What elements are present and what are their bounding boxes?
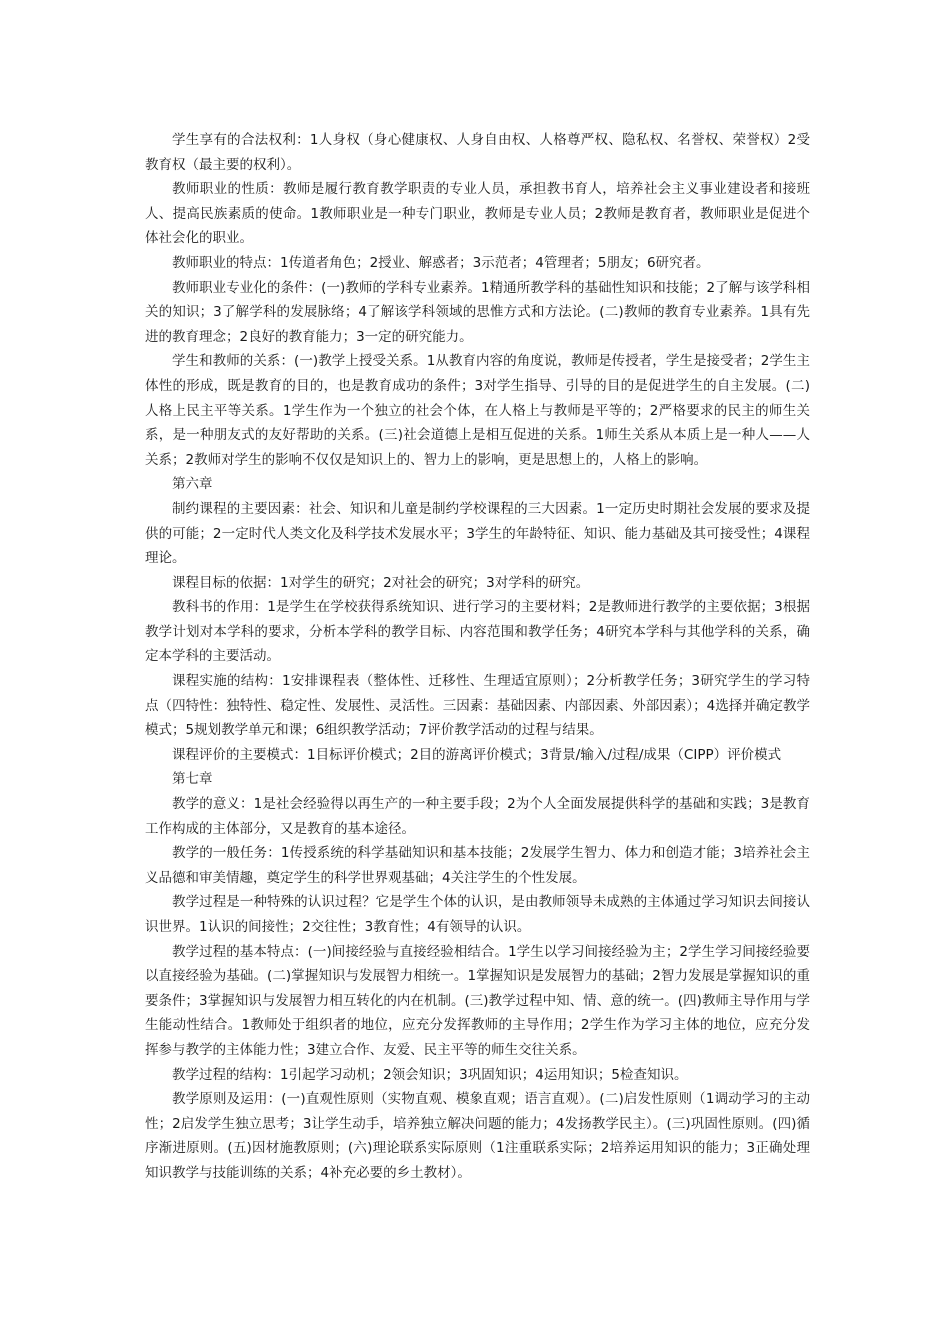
paragraph-teaching-tasks: 教学的一般任务：1传授系统的科学基础知识和基本技能；2发展学生智力、体力和创造才能；3培养社会主义品德和审美情趣，奠定学生的科学世界观基础；4关注学生的个性发展。 xyxy=(145,845,810,886)
chapter-heading-6: 第六章 xyxy=(172,476,213,493)
paragraph-teaching-principles: 教学原则及运用：(一)直观性原则（实物直观、模象直观；语言直观）。(二)启发性原则（1调动学习的主动性；2启发学生独立思考；3让学生动手，培养独立解决问题的能力；4发扬教学民主）。(三)巩固性原则。(四)循序渐进原则。(五)因材施教原则；(六)理论联系实际原则（1注重联系实际；2培养运用知识的能力；3正确处理知识教学与技能训练的关系；4补充必要的乡土教材）。 xyxy=(145,1091,810,1181)
chapter-heading-7: 第七章 xyxy=(172,771,213,788)
paragraph-teacher-features: 教师职业的特点：1传道者角色；2授业、解惑者；3示范者；4管理者；5朋友；6研究者。 xyxy=(172,254,710,271)
paragraph-teacher-nature: 教师职业的性质：教师是履行教育教学职责的专业人员，承担教书育人，培养社会主义事业建设者和接班人、提高民族素质的使命。1教师职业是一种专门职业，教师是专业人员；2教师是教育者，教师职业是促进个体社会化的职业。 xyxy=(145,181,810,247)
document-page xyxy=(145,128,810,1186)
paragraph-textbook-role: 教科书的作用：1是学生在学校获得系统知识、进行学习的主要材料；2是教师进行教学的主要依据；3根据教学计划对本学科的要求，分析本学科的教学目标、内容范围和教学任务；4研究本学科与其他学科的关系，确定本学科的主要活动。 xyxy=(145,599,810,665)
paragraph-curriculum-evaluation: 课程评价的主要模式：1目标评价模式；2目的游离评价模式；3背景/输入/过程/成果（CIPP）评价模式 xyxy=(172,746,782,763)
paragraph-teacher-professionalization: 教师职业专业化的条件：(一)教师的学科专业素养。1精通所教学科的基础性知识和技能；2了解与该学科相关的知识；3了解学科的发展脉络；4了解该学科领域的思惟方式和方法论。(二)教师的教育专业素养。1具有先进的教育理念；2良好的教育能力；3一定的研究能力。 xyxy=(145,279,810,345)
paragraph-curriculum-implementation: 课程实施的结构：1安排课程表（整体性、迁移性、生理适宜原则）；2分析教学任务；3研究学生的学习特点（四特性：独特性、稳定性、发展性、灵活性。三因素：基础因素、内部因素、外部因素）；4选择并确定教学模式；5规划教学单元和课；6组织教学活动；7评价教学活动的过程与结果。 xyxy=(145,673,810,739)
paragraph-student-teacher-relation: 学生和教师的关系：(一)教学上授受关系。1从教育内容的角度说，教师是传授者，学生是接受者；2学生主体性的形成，既是教育的目的，也是教育成功的条件；3对学生指导、引导的目的是促进学生的自主发展。(二)人格上民主平等关系。1学生作为一个独立的社会个体，在人格上与教师是平等的；2严格要求的民主的师生关系，是一种朋友式的友好帮助的关系。(三)社会道德上是相互促进的关系。1师生关系从本质上是一种人——人关系；2教师对学生的影响不仅仅是知识上的、智力上的影响，更是思想上的，人格上的影响。 xyxy=(145,353,810,468)
paragraph-student-rights: 学生享有的合法权利：1人身权（身心健康权、人身自由权、人格尊严权、隐私权、名誉权、荣誉权）2受教育权（最主要的权利）。 xyxy=(145,132,810,173)
paragraph-curriculum-factors: 制约课程的主要因素：社会、知识和儿童是制约学校课程的三大因素。1一定历史时期社会发展的要求及提供的可能；2一定时代人类文化及科学技术发展水平；3学生的年龄特征、知识、能力基础及其可接受性；4课程理论。 xyxy=(145,500,810,567)
paragraph-teaching-meaning: 教学的意义：1是社会经验得以再生产的一种主要手段；2为个人全面发展提供科学的基础和实践；3是教育工作构成的主体部分，又是教育的基本途径。 xyxy=(145,796,810,837)
paragraph-teaching-structure: 教学过程的结构：1引起学习动机；2领会知识；3巩固知识；4运用知识；5检查知识。 xyxy=(172,1066,688,1083)
paragraph-teaching-features: 教学过程的基本特点：(一)间接经验与直接经验相结合。1学生以学习间接经验为主；2学生学习间接经验要以直接经验为基础。(二)掌握知识与发展智力相统一。1掌握知识是发展智力的基础；2智力发展是掌握知识的重要条件；3掌握知识与发展智力相互转化的内在机制。(三)教学过程中知、情、意的统一。(四)教师主导作用与学生能动性结合。1教师处于组织者的地位，应充分发挥教师的主导作用；2学生作为学习主体的地位，应充分发挥参与教学的主体能力性；3建立合作、友爱、民主平等的师生交往关系。 xyxy=(145,943,810,1058)
paragraph-teaching-cognition: 教学过程是一种特殊的认识过程？它是学生个体的认识，是由教师领导未成熟的主体通过学习知识去间接认识世界。1认识的间接性；2交往性；3教育性；4有领导的认识。 xyxy=(145,894,810,935)
paragraph-curriculum-goals: 课程目标的依据：1对学生的研究；2对社会的研究；3对学科的研究。 xyxy=(172,574,590,591)
